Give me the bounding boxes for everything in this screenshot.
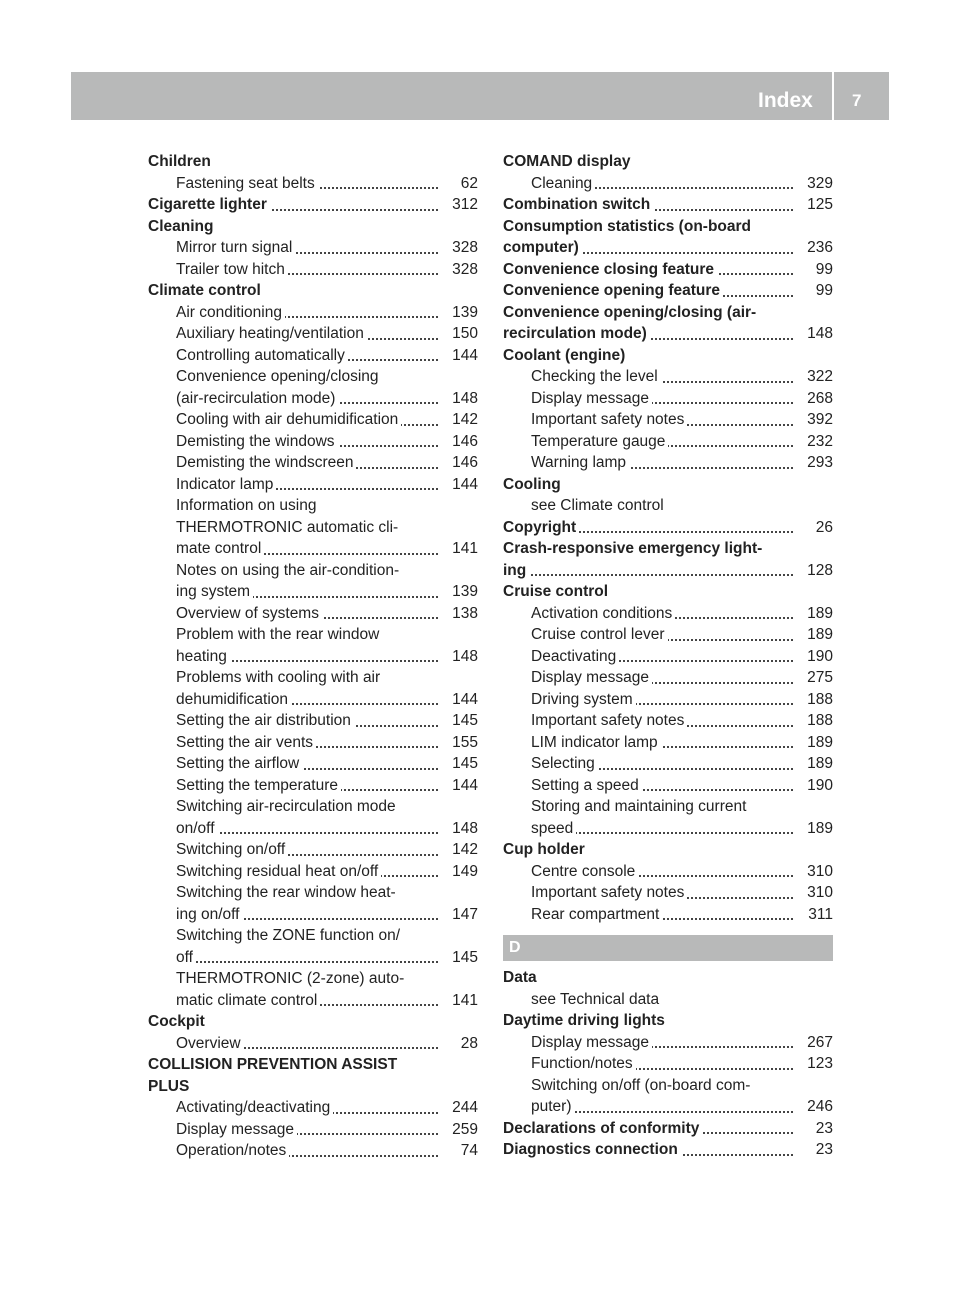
entry-page-number[interactable]: 311 xyxy=(804,904,833,926)
entry-label: Switching on/off xyxy=(176,841,288,858)
entry-label: Activating/deactivating xyxy=(176,1099,333,1116)
index-subentry[interactable] xyxy=(503,689,833,711)
entry-page-number[interactable]: 141 xyxy=(448,990,478,1012)
entry-label: Setting a speed xyxy=(531,777,642,794)
index-subentry[interactable] xyxy=(148,302,478,324)
entry-label: Switching residual heat on/off xyxy=(176,863,381,880)
index-subentry[interactable] xyxy=(148,431,478,453)
index-subentry[interactable] xyxy=(148,409,478,431)
index-subentry[interactable] xyxy=(148,861,478,883)
entry-page-number[interactable]: 268 xyxy=(803,388,833,410)
index-entry xyxy=(148,1054,478,1076)
entry-label: Display message xyxy=(531,669,652,686)
entry-label: Declarations of conformity xyxy=(503,1120,702,1137)
entry-page-number[interactable]: 142 xyxy=(448,839,478,861)
entry-label: Function/notes xyxy=(531,1055,636,1072)
entry-page-number[interactable]: 28 xyxy=(457,1033,478,1055)
entry-label: Setting the air vents xyxy=(176,734,316,751)
index-subentry[interactable] xyxy=(148,990,478,1012)
entry-label: Crash-responsive emergency light- xyxy=(503,540,765,557)
entry-page-number[interactable]: 145 xyxy=(448,947,478,969)
entry-label: Indicator lamp xyxy=(176,476,276,493)
entry-label: Trailer tow hitch xyxy=(176,261,288,278)
entry-label: Combination switch xyxy=(503,196,653,213)
entry-label: Daytime driving lights xyxy=(503,1012,668,1029)
entry-label: Operation/notes xyxy=(176,1142,289,1159)
index-subentry[interactable] xyxy=(503,1053,833,1075)
entry-page-number[interactable]: 259 xyxy=(448,1119,478,1141)
index-entry[interactable] xyxy=(503,1139,833,1161)
entry-page-number[interactable]: 188 xyxy=(803,689,833,711)
index-entry[interactable] xyxy=(503,237,833,259)
entry-page-number[interactable]: 99 xyxy=(812,280,833,302)
index-entry xyxy=(503,345,833,367)
entry-page-number[interactable]: 189 xyxy=(803,603,833,625)
index-subentry[interactable] xyxy=(148,775,478,797)
entry-page-number[interactable]: 128 xyxy=(803,560,833,582)
entry-page-number[interactable]: 23 xyxy=(812,1139,833,1161)
index-subentry[interactable] xyxy=(503,452,833,474)
entry-label: LIM indicator lamp xyxy=(531,734,661,751)
entry-page-number[interactable]: 190 xyxy=(803,775,833,797)
entry-label: Temperature gauge xyxy=(531,433,668,450)
index-subentry[interactable] xyxy=(148,388,478,410)
entry-page-number[interactable]: 139 xyxy=(448,581,478,603)
entry-label: Storing and maintaining current xyxy=(531,798,749,815)
entry-label: Important safety notes xyxy=(531,884,687,901)
index-entry xyxy=(503,302,833,324)
entry-label: ing xyxy=(503,562,529,579)
entry-label: Overview of systems xyxy=(176,605,322,622)
index-subentry[interactable] xyxy=(503,667,833,689)
entry-label: Coolant (engine) xyxy=(503,347,628,364)
entry-label: THERMOTRONIC (2-zone) auto- xyxy=(176,970,407,987)
entry-label: Demisting the windows xyxy=(176,433,338,450)
index-subentry[interactable] xyxy=(148,689,478,711)
index-entry xyxy=(148,1011,478,1033)
entry-label: Switching on/off (on-board com- xyxy=(531,1077,753,1094)
index-subentry[interactable] xyxy=(148,538,478,560)
index-subentry xyxy=(148,366,478,388)
entry-page-number[interactable]: 267 xyxy=(803,1032,833,1054)
entry-page-number[interactable]: 232 xyxy=(803,431,833,453)
entry-page-number[interactable]: 149 xyxy=(448,861,478,883)
entry-label: Cooling with air dehumidification xyxy=(176,411,401,428)
entry-page-number[interactable]: 150 xyxy=(448,323,478,345)
entry-page-number[interactable]: 26 xyxy=(812,517,833,539)
index-subentry[interactable] xyxy=(148,646,478,668)
index-subentry xyxy=(148,560,478,582)
entry-page-number[interactable]: 189 xyxy=(803,818,833,840)
entry-label: puter) xyxy=(531,1098,575,1115)
index-subentry[interactable] xyxy=(503,603,833,625)
entry-label: Switching the rear window heat- xyxy=(176,884,399,901)
index-entry xyxy=(148,216,478,238)
entry-page-number[interactable]: 142 xyxy=(448,409,478,431)
entry-label: THERMOTRONIC automatic cli- xyxy=(176,519,401,536)
entry-page-number[interactable]: 144 xyxy=(448,345,478,367)
entry-label: Convenience opening/closing (air- xyxy=(503,304,759,321)
index-subentry[interactable] xyxy=(148,603,478,625)
entry-label: Convenience closing feature xyxy=(503,261,717,278)
entry-page-number[interactable]: 144 xyxy=(448,474,478,496)
entry-page-number[interactable]: 146 xyxy=(448,431,478,453)
entry-page-number[interactable]: 328 xyxy=(448,259,478,281)
entry-label: Activation conditions xyxy=(531,605,675,622)
entry-label: off xyxy=(176,949,196,966)
entry-label: recirculation mode) xyxy=(503,325,650,342)
entry-label: Copyright xyxy=(503,519,579,536)
index-subentry[interactable] xyxy=(148,474,478,496)
index-subentry[interactable] xyxy=(503,710,833,732)
index-subentry[interactable] xyxy=(503,882,833,904)
entry-label: Deactivating xyxy=(531,648,619,665)
index-subentry[interactable] xyxy=(148,452,478,474)
index-subentry[interactable] xyxy=(148,345,478,367)
entry-label: Consumption statistics (on-board xyxy=(503,218,754,235)
entry-label: Children xyxy=(148,153,214,170)
index-subentry[interactable] xyxy=(148,1140,478,1162)
index-subentry[interactable] xyxy=(148,173,478,195)
entry-label: Notes on using the air-condition- xyxy=(176,562,402,579)
page-title: Index xyxy=(758,89,813,112)
entry-label: COLLISION PREVENTION ASSIST xyxy=(148,1056,400,1073)
index-entry[interactable] xyxy=(503,323,833,345)
index-subentry xyxy=(148,796,478,818)
entry-label: Auxiliary heating/ventilation xyxy=(176,325,367,342)
index-subentry[interactable] xyxy=(148,710,478,732)
index-subentry xyxy=(148,667,478,689)
entry-label: matic climate control xyxy=(176,992,320,1009)
entry-label: Controlling automatically xyxy=(176,347,348,364)
entry-label: see Technical data xyxy=(531,991,662,1008)
index-subentry[interactable] xyxy=(148,259,478,281)
entry-label: computer) xyxy=(503,239,582,256)
index-subentry[interactable] xyxy=(503,904,833,926)
index-subentry[interactable] xyxy=(503,753,833,775)
index-entry[interactable] xyxy=(503,1118,833,1140)
entry-label: Demisting the windscreen xyxy=(176,454,356,471)
entry-page-number[interactable]: 189 xyxy=(803,753,833,775)
entry-label: Switching air-recirculation mode xyxy=(176,798,399,815)
dot-leader xyxy=(176,961,438,963)
index-subentry[interactable] xyxy=(503,431,833,453)
index-subentry[interactable] xyxy=(148,581,478,603)
page-number: 7 xyxy=(852,91,862,110)
index-subentry[interactable] xyxy=(148,323,478,345)
index-subentry[interactable] xyxy=(503,388,833,410)
index-subentry[interactable] xyxy=(148,1119,478,1141)
index-entry[interactable] xyxy=(503,560,833,582)
entry-label: Information on using xyxy=(176,497,319,514)
index-subentry xyxy=(148,968,478,990)
index-subentry xyxy=(503,495,833,517)
entry-label: Centre console xyxy=(531,863,638,880)
entry-label: COMAND display xyxy=(503,153,633,170)
index-entry xyxy=(503,581,833,603)
entry-label: speed xyxy=(531,820,576,837)
dot-leader xyxy=(503,574,793,576)
entry-page-number[interactable]: 125 xyxy=(803,194,833,216)
index-entry[interactable] xyxy=(503,259,833,281)
entry-page-number[interactable]: 246 xyxy=(803,1096,833,1118)
entry-label: Warning lamp xyxy=(531,454,629,471)
index-subentry[interactable] xyxy=(503,409,833,431)
entry-page-number[interactable]: 236 xyxy=(803,237,833,259)
index-subentry xyxy=(148,495,478,517)
index-subentry[interactable] xyxy=(503,861,833,883)
entry-page-number[interactable]: 244 xyxy=(448,1097,478,1119)
entry-page-number[interactable]: 23 xyxy=(812,1118,833,1140)
index-subentry[interactable] xyxy=(503,775,833,797)
index-column-right xyxy=(503,151,833,1161)
index-subentry[interactable] xyxy=(148,237,478,259)
index-entry[interactable] xyxy=(503,280,833,302)
entry-page-number[interactable]: 144 xyxy=(448,775,478,797)
index-subentry[interactable] xyxy=(503,173,833,195)
entry-label: Display message xyxy=(531,390,652,407)
entry-page-number[interactable]: 275 xyxy=(803,667,833,689)
entry-page-number[interactable]: 99 xyxy=(812,259,833,281)
entry-label: Mirror turn signal xyxy=(176,239,295,256)
entry-label: Problems with cooling with air xyxy=(176,669,383,686)
entry-label: mate control xyxy=(176,540,264,557)
index-entry xyxy=(503,216,833,238)
entry-page-number[interactable]: 293 xyxy=(803,452,833,474)
index-entry[interactable] xyxy=(503,517,833,539)
entry-label: Setting the temperature xyxy=(176,777,341,794)
entry-label: Setting the air distribution xyxy=(176,712,354,729)
index-subentry[interactable] xyxy=(503,1096,833,1118)
entry-page-number[interactable]: 74 xyxy=(457,1140,478,1162)
entry-label: Air conditioning xyxy=(176,304,285,321)
entry-label: Display message xyxy=(176,1121,297,1138)
entry-label: Cockpit xyxy=(148,1013,208,1030)
header-divider xyxy=(832,72,834,120)
entry-label: PLUS xyxy=(148,1078,192,1095)
entry-page-number[interactable]: 138 xyxy=(448,603,478,625)
entry-page-number[interactable]: 155 xyxy=(448,732,478,754)
entry-label: Driving system xyxy=(531,691,636,708)
entry-label: Important safety notes xyxy=(531,712,687,729)
entry-label: ing system xyxy=(176,583,253,600)
entry-label: dehumidification xyxy=(176,691,291,708)
index-entry xyxy=(503,1010,833,1032)
entry-page-number[interactable]: 139 xyxy=(448,302,478,324)
index-subentry[interactable] xyxy=(148,1033,478,1055)
entry-label: Convenience opening feature xyxy=(503,282,723,299)
entry-label: Cruise control lever xyxy=(531,626,668,643)
index-subentry[interactable] xyxy=(148,818,478,840)
index-subentry xyxy=(503,1075,833,1097)
entry-label: ing on/off xyxy=(176,906,243,923)
entry-page-number[interactable]: 148 xyxy=(803,323,833,345)
entry-page-number[interactable]: 148 xyxy=(448,388,478,410)
index-subentry[interactable] xyxy=(503,624,833,646)
index-subentry xyxy=(148,624,478,646)
entry-label: on/off xyxy=(176,820,218,837)
entry-label: Cup holder xyxy=(503,841,588,858)
index-column-left xyxy=(148,151,478,1162)
index-entry xyxy=(148,280,478,302)
entry-label: see Climate control xyxy=(531,497,667,514)
entry-label: Rear compartment xyxy=(531,906,662,923)
index-subentry[interactable] xyxy=(148,839,478,861)
entry-label: Data xyxy=(503,969,540,986)
index-subentry[interactable] xyxy=(148,732,478,754)
index-subentry[interactable] xyxy=(148,1097,478,1119)
index-subentry[interactable] xyxy=(503,732,833,754)
index-subentry[interactable] xyxy=(148,947,478,969)
entry-label: (air-recirculation mode) xyxy=(176,390,338,407)
index-entry xyxy=(503,538,833,560)
entry-label: Cruise control xyxy=(503,583,611,600)
index-subentry xyxy=(148,882,478,904)
index-subentry xyxy=(148,517,478,539)
entry-page-number[interactable]: 392 xyxy=(803,409,833,431)
index-entry xyxy=(503,474,833,496)
entry-page-number[interactable]: 123 xyxy=(803,1053,833,1075)
entry-page-number[interactable]: 148 xyxy=(448,818,478,840)
entry-label: heating xyxy=(176,648,230,665)
index-entry[interactable] xyxy=(503,194,833,216)
entry-page-number[interactable]: 328 xyxy=(448,237,478,259)
index-subentry xyxy=(503,989,833,1011)
entry-page-number[interactable]: 322 xyxy=(803,366,833,388)
index-subentry xyxy=(503,796,833,818)
entry-page-number[interactable]: 144 xyxy=(448,689,478,711)
entry-label: Cigarette lighter xyxy=(148,196,270,213)
index-subentry[interactable] xyxy=(503,366,833,388)
entry-page-number[interactable]: 145 xyxy=(448,753,478,775)
entry-page-number[interactable]: 148 xyxy=(448,646,478,668)
entry-label: Setting the airflow xyxy=(176,755,302,772)
entry-label: Selecting xyxy=(531,755,598,772)
index-entry xyxy=(148,151,478,173)
entry-page-number[interactable]: 329 xyxy=(803,173,833,195)
entry-label: Fastening seat belts xyxy=(176,175,318,192)
index-subentry[interactable] xyxy=(148,753,478,775)
entry-label: Important safety notes xyxy=(531,411,687,428)
entry-label: Diagnostics connection xyxy=(503,1141,681,1158)
entry-label: Overview xyxy=(176,1035,244,1052)
entry-label: Cleaning xyxy=(148,218,216,235)
entry-page-number[interactable]: 62 xyxy=(457,173,478,195)
entry-page-number[interactable]: 189 xyxy=(803,624,833,646)
index-subentry[interactable] xyxy=(503,1032,833,1054)
index-entry xyxy=(503,839,833,861)
index-subentry[interactable] xyxy=(148,904,478,926)
entry-label: Cleaning xyxy=(531,175,595,192)
index-subentry xyxy=(148,925,478,947)
entry-page-number[interactable]: 147 xyxy=(448,904,478,926)
entry-page-number[interactable]: 190 xyxy=(803,646,833,668)
entry-page-number[interactable]: 189 xyxy=(803,732,833,754)
entry-page-number[interactable]: 310 xyxy=(803,861,833,883)
entry-label: Problem with the rear window xyxy=(176,626,382,643)
entry-label: Switching the ZONE function on/ xyxy=(176,927,403,944)
entry-page-number[interactable]: 188 xyxy=(803,710,833,732)
entry-label: Display message xyxy=(531,1034,652,1051)
index-entry[interactable] xyxy=(148,194,478,216)
entry-label: Climate control xyxy=(148,282,264,299)
index-entry xyxy=(148,1076,478,1098)
entry-label: Checking the level xyxy=(531,368,661,385)
index-entry xyxy=(503,967,833,989)
index-subentry[interactable] xyxy=(503,818,833,840)
entry-page-number[interactable]: 312 xyxy=(448,194,478,216)
entry-page-number[interactable]: 310 xyxy=(803,882,833,904)
entry-page-number[interactable]: 145 xyxy=(448,710,478,732)
entry-page-number[interactable]: 141 xyxy=(448,538,478,560)
entry-label: Convenience opening/closing xyxy=(176,368,382,385)
entry-page-number[interactable]: 146 xyxy=(448,452,478,474)
entry-label: Cooling xyxy=(503,476,564,493)
index-entry xyxy=(503,151,833,173)
index-subentry[interactable] xyxy=(503,646,833,668)
section-letter-heading: D xyxy=(503,935,833,961)
